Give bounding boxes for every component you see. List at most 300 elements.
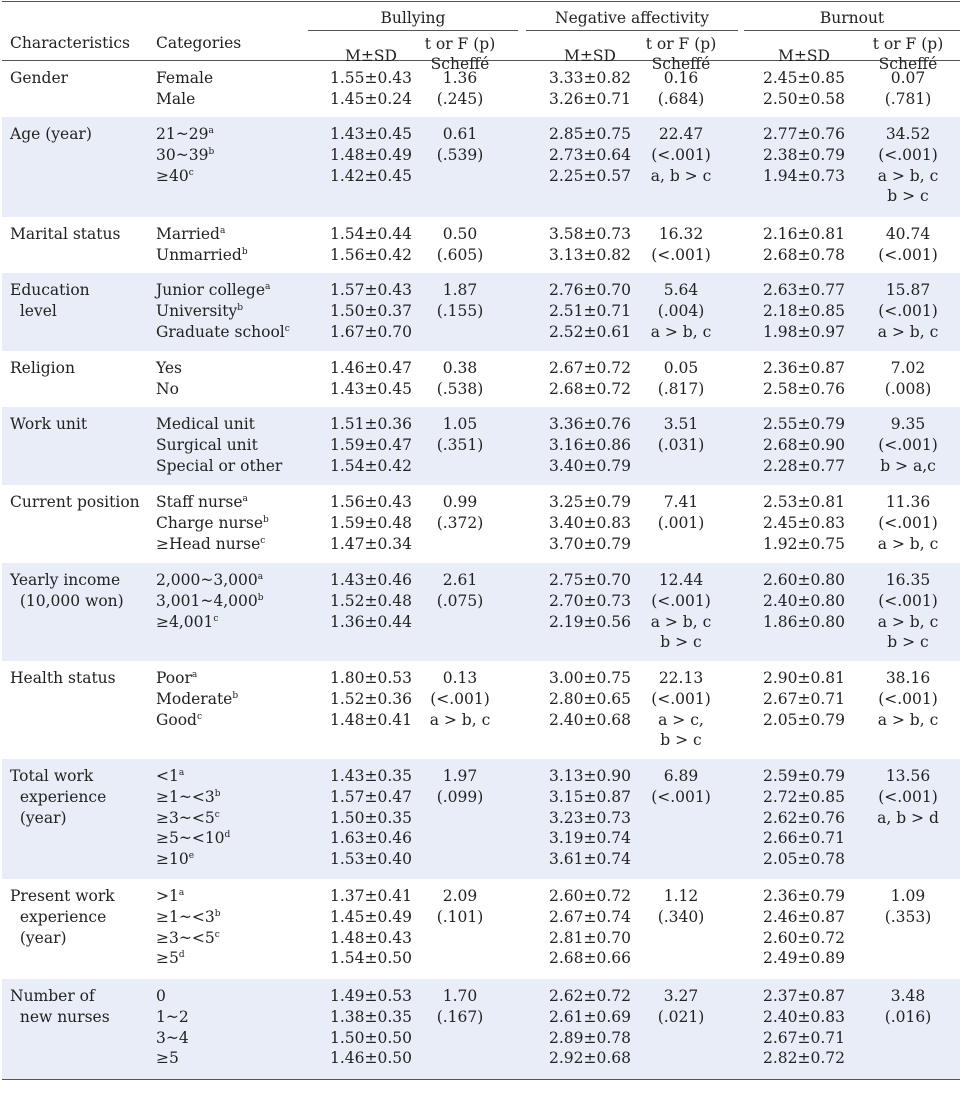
negative-affectivity-test-cell	[632, 414, 730, 456]
negative-affectivity-msd-value: 2.70±0.73	[548, 591, 631, 610]
scheffe-label: Scheffé	[651, 55, 711, 73]
category-item	[156, 668, 238, 689]
burnout-test-value: b > a,c	[880, 456, 936, 475]
category-item	[156, 301, 290, 322]
burnout-msd-value: 2.82±0.72	[762, 1049, 845, 1068]
burnout-test-cell	[860, 414, 956, 476]
negative-affectivity-test-cell	[632, 224, 730, 266]
bullying-test-value: (.351)	[436, 435, 484, 454]
group-negative-affectivity	[526, 6, 738, 31]
negative-affectivity-test-value: (<.001)	[651, 145, 711, 164]
msd-label: M±SD	[345, 47, 397, 65]
category-label: >1	[156, 887, 179, 905]
burnout-msd-value: 2.67±0.71	[762, 1028, 845, 1047]
category-label: University	[156, 301, 238, 320]
bullying-msd-value: 1.36±0.44	[329, 612, 412, 631]
bullying-msd-value: 1.42±0.45	[329, 166, 412, 185]
burnout-test-value: 16.35	[885, 571, 931, 589]
characteristic-label: experience	[10, 907, 107, 926]
table-row	[2, 879, 960, 979]
negative-affectivity-msd-value: 3.33±0.82	[548, 69, 631, 87]
category-item	[156, 766, 230, 787]
group-superscript: b	[214, 788, 221, 799]
group-label: Burnout	[819, 9, 885, 27]
group-superscript: a	[257, 572, 264, 582]
burnout-test-value: 38.16	[885, 669, 931, 687]
category-item	[156, 828, 230, 849]
category-label: ≥5	[156, 1049, 179, 1068]
negative-affectivity-msd-value: 3.23±0.73	[548, 808, 631, 827]
burnout-test-value: a > b, c	[877, 166, 939, 185]
burnout-test-cell	[860, 986, 956, 1028]
characteristic-label: new nurses	[10, 1007, 110, 1026]
group-superscript: c	[213, 613, 219, 624]
characteristic-label: Gender	[10, 69, 69, 87]
burnout-test-value: (<.001)	[878, 513, 938, 532]
burnout-msd-value: 2.05±0.79	[762, 710, 845, 729]
negative-affectivity-msd-value: 3.00±0.75	[548, 669, 631, 687]
group-label: Negative affectivity	[555, 9, 709, 27]
bullying-test-value: 0.38	[442, 359, 478, 377]
negative-affectivity-test-value: a > c,	[658, 710, 704, 729]
category-label: ≥1~<3	[156, 907, 215, 926]
bullying-test-value: (.245)	[436, 89, 484, 108]
category-label: ≥4,001	[156, 612, 214, 631]
group-superscript: a	[208, 126, 214, 136]
negative-affectivity-msd-value: 2.52±0.61	[548, 322, 631, 341]
negative-affectivity-test-value: (<.001)	[651, 689, 711, 708]
group-superscript: b	[232, 690, 239, 701]
burnout-msd-value: 2.68±0.78	[762, 245, 845, 264]
burnout-msd-value: 2.40±0.83	[762, 1007, 845, 1026]
bullying-msd-value: 1.51±0.36	[329, 415, 412, 433]
characteristic-cell	[10, 358, 150, 379]
category-item	[156, 145, 214, 166]
negative-affectivity-test-value: (<.001)	[651, 245, 711, 264]
negative-affectivity-test-cell	[632, 280, 730, 342]
group-superscript: c	[284, 323, 290, 334]
burnout-msd-value: 2.59±0.79	[762, 767, 845, 785]
category-label: Yes	[156, 359, 183, 377]
negative-affectivity-test-value: 0.16	[663, 69, 699, 87]
msd-label: M±SD	[778, 47, 830, 65]
bullying-test-value: 1.70	[442, 987, 478, 1005]
burnout-test-value: (<.001)	[878, 145, 938, 164]
characteristic-cell	[10, 224, 150, 245]
burnout-msd-value: 2.37±0.87	[762, 987, 845, 1005]
burnout-msd-value: 1.94±0.73	[762, 166, 845, 185]
negative-affectivity-test-cell	[632, 68, 730, 110]
category-item	[156, 612, 264, 633]
burnout-test-cell	[860, 492, 956, 554]
characteristic-label: Number of	[10, 987, 95, 1005]
burnout-msd-cell	[744, 68, 864, 110]
header-characteristics: Characteristics	[10, 34, 130, 52]
burnout-msd-cell	[744, 358, 864, 400]
category-item	[156, 280, 290, 301]
burnout-test-value: 1.09	[890, 887, 926, 905]
category-label: Married	[156, 225, 220, 243]
group-superscript: a	[265, 282, 271, 292]
group-superscript: a	[191, 670, 198, 680]
bullying-test-value: 2.09	[442, 887, 478, 905]
burnout-test-value: 3.48	[890, 987, 926, 1005]
category-cell	[156, 570, 264, 632]
burnout-msd-value: 2.50±0.58	[762, 89, 845, 108]
bullying-test-cell	[414, 280, 506, 322]
burnout-msd-value: 2.62±0.76	[762, 808, 845, 827]
negative-affectivity-msd-value: 2.76±0.70	[548, 281, 631, 299]
negative-affectivity-test-value: 7.41	[663, 493, 699, 511]
characteristic-cell	[10, 492, 150, 513]
burnout-msd-cell	[744, 570, 864, 632]
negative-affectivity-test-value: (.031)	[657, 435, 705, 454]
negative-affectivity-msd-value: 2.51±0.71	[548, 301, 631, 320]
bullying-msd-value: 1.37±0.41	[329, 887, 412, 905]
bullying-msd-value: 1.43±0.46	[329, 571, 412, 589]
bullying-test-value: (.155)	[436, 301, 484, 320]
category-label: 0	[156, 987, 166, 1005]
bullying-test-value: (.539)	[436, 145, 484, 164]
characteristic-cell	[10, 570, 150, 612]
burnout-msd-cell	[744, 886, 864, 969]
category-label: No	[156, 379, 179, 398]
characteristic-cell	[10, 766, 150, 828]
characteristic-label: experience	[10, 787, 107, 806]
group-superscript: a	[178, 888, 185, 898]
table-row	[2, 563, 960, 661]
bullying-test-value: (.167)	[436, 1007, 484, 1026]
negative-affectivity-msd-value: 2.68±0.72	[548, 379, 631, 398]
category-cell	[156, 886, 220, 969]
burnout-test-value: 34.52	[885, 125, 931, 143]
bullying-msd-value: 1.45±0.24	[329, 89, 412, 108]
bullying-msd-value: 1.55±0.43	[329, 69, 412, 87]
burnout-msd-value: 1.98±0.97	[762, 322, 845, 341]
category-label: 1~2	[156, 1007, 189, 1026]
scheffe-label: Scheffé	[878, 55, 938, 73]
negative-affectivity-test-value: (<.001)	[651, 787, 711, 806]
bullying-msd-value: 1.54±0.50	[329, 949, 412, 968]
negative-affectivity-test-value: (.817)	[657, 379, 705, 398]
characteristic-cell	[10, 668, 150, 689]
category-item	[156, 570, 264, 591]
burnout-msd-value: 2.40±0.80	[762, 591, 845, 610]
burnout-msd-value: 2.16±0.81	[762, 225, 845, 243]
bullying-msd-value: 1.48±0.49	[329, 145, 412, 164]
negative-affectivity-msd-value: 2.60±0.72	[548, 887, 631, 905]
burnout-test-value: 15.87	[885, 281, 931, 299]
burnout-test-cell	[860, 766, 956, 828]
burnout-msd-cell	[744, 766, 864, 870]
category-item	[156, 928, 220, 949]
category-item	[156, 710, 238, 731]
group-superscript: b	[237, 302, 244, 313]
burnout-test-value: a > b, c	[877, 612, 939, 631]
header-categories: Categories	[156, 34, 242, 52]
category-item	[156, 456, 282, 477]
burnout-msd-value: 2.45±0.85	[762, 69, 845, 87]
negative-affectivity-msd-value: 2.89±0.78	[548, 1028, 631, 1047]
category-item	[156, 414, 282, 435]
category-label: ≥40	[156, 166, 189, 185]
category-label: Unmarried	[156, 245, 242, 264]
table-row	[2, 117, 960, 217]
negative-affectivity-test-value: 16.32	[658, 225, 704, 243]
bullying-test-value: (.605)	[436, 245, 484, 264]
table-row	[2, 759, 960, 879]
bullying-test-value: 1.87	[442, 281, 478, 299]
negative-affectivity-test-value: (.340)	[657, 907, 705, 926]
characteristic-cell	[10, 986, 150, 1028]
burnout-msd-cell	[744, 280, 864, 342]
group-label: Bullying	[380, 9, 446, 27]
negative-affectivity-msd-value: 2.61±0.69	[548, 1007, 631, 1026]
burnout-test-value: 7.02	[890, 359, 926, 377]
test-label: t or F (p)	[424, 35, 496, 53]
negative-affectivity-test-value: (.004)	[657, 301, 705, 320]
characteristic-label: Current position	[10, 493, 140, 511]
category-cell	[156, 124, 214, 186]
burnout-msd-value: 2.68±0.90	[762, 435, 845, 454]
bullying-msd-value: 1.57±0.47	[329, 787, 412, 806]
bullying-msd-value: 1.49±0.53	[329, 987, 412, 1005]
bullying-test-cell	[414, 492, 506, 534]
category-label: 21~29	[156, 125, 209, 143]
negative-affectivity-test-value: 6.89	[663, 767, 699, 785]
characteristic-label: Religion	[10, 359, 75, 377]
characteristic-label: Total work	[10, 767, 94, 785]
group-superscript: b	[208, 146, 215, 157]
bullying-test-value: 1.36	[442, 69, 478, 87]
negative-affectivity-test-value: 0.05	[663, 359, 699, 377]
category-item	[156, 689, 238, 710]
bullying-test-cell	[414, 766, 506, 808]
negative-affectivity-test-value: (<.001)	[651, 591, 711, 610]
burnout-test-value: (.781)	[884, 89, 932, 108]
characteristic-label: Present work	[10, 887, 115, 905]
test-label: t or F (p)	[872, 35, 944, 53]
burnout-msd-value: 2.67±0.71	[762, 689, 845, 708]
burnout-msd-cell	[744, 986, 864, 1069]
negative-affectivity-msd-value: 3.16±0.86	[548, 435, 631, 454]
category-item	[156, 245, 248, 266]
bullying-test-value: 1.97	[442, 767, 478, 785]
burnout-msd-value: 2.77±0.76	[762, 125, 845, 143]
burnout-msd-value: 1.86±0.80	[762, 612, 845, 631]
negative-affectivity-test-cell	[632, 358, 730, 400]
negative-affectivity-test-cell	[632, 124, 730, 186]
characteristic-label: Yearly income	[10, 571, 121, 589]
group-superscript: d	[224, 830, 231, 841]
category-item	[156, 1028, 189, 1049]
burnout-msd-value: 2.49±0.89	[762, 949, 845, 968]
characteristic-label: level	[10, 301, 57, 320]
bullying-msd-value: 1.50±0.37	[329, 301, 412, 320]
burnout-msd-value: 2.66±0.71	[762, 829, 845, 848]
group-superscript: b	[257, 592, 264, 603]
category-cell	[156, 358, 182, 400]
category-label: ≥3~<5	[156, 928, 215, 947]
category-label: ≥5~<10	[156, 829, 225, 848]
group-superscript: a	[178, 768, 185, 778]
burnout-test-cell	[860, 124, 956, 207]
category-item	[156, 322, 290, 343]
bullying-msd-value: 1.53±0.40	[329, 850, 412, 869]
bullying-msd-value: 1.63±0.46	[329, 829, 412, 848]
category-item	[156, 1007, 189, 1028]
burnout-test-value: (<.001)	[878, 435, 938, 454]
bullying-test-value: 2.61	[442, 571, 478, 589]
table-body	[2, 61, 960, 1079]
category-label: <1	[156, 767, 179, 785]
bullying-msd-value: 1.52±0.36	[329, 689, 412, 708]
bullying-msd-value: 1.48±0.41	[329, 710, 412, 729]
negative-affectivity-test-cell	[632, 766, 730, 808]
group-superscript: c	[188, 167, 194, 178]
table-header	[2, 2, 960, 73]
burnout-msd-value: 2.45±0.83	[762, 513, 845, 532]
negative-affectivity-test-value: 12.44	[658, 571, 704, 589]
burnout-test-cell	[860, 358, 956, 400]
characteristic-label: Marital status	[10, 225, 121, 243]
group-superscript: c	[214, 929, 220, 940]
burnout-msd-value: 2.90±0.81	[762, 669, 845, 687]
negative-affectivity-test-value: (.021)	[657, 1007, 705, 1026]
burnout-msd-cell	[744, 492, 864, 554]
characteristic-label: Education	[10, 281, 90, 299]
negative-affectivity-msd-value: 2.67±0.72	[548, 359, 631, 377]
category-item	[156, 89, 213, 110]
category-label: Male	[156, 89, 196, 108]
negative-affectivity-msd-value: 3.70±0.79	[548, 534, 631, 553]
bullying-test-cell	[414, 224, 506, 266]
category-item	[156, 358, 182, 379]
bullying-msd-value: 1.80±0.53	[329, 669, 412, 687]
negative-affectivity-test-value: a, b > c	[650, 166, 712, 185]
category-label: Poor	[156, 669, 192, 687]
bullying-msd-value: 1.45±0.49	[329, 907, 412, 926]
category-item	[156, 986, 189, 1007]
category-cell	[156, 766, 230, 870]
burnout-msd-value: 2.55±0.79	[762, 415, 845, 433]
category-item	[156, 787, 230, 808]
bullying-msd-value: 1.46±0.50	[329, 1049, 412, 1068]
negative-affectivity-msd-value: 2.85±0.75	[548, 125, 631, 143]
burnout-msd-value: 1.92±0.75	[762, 534, 845, 553]
burnout-test-cell	[860, 570, 956, 653]
characteristic-label: (year)	[10, 928, 67, 947]
bullying-test-value: 0.13	[442, 669, 478, 687]
bullying-msd-value: 1.47±0.34	[329, 534, 412, 553]
characteristic-cell	[10, 68, 150, 89]
negative-affectivity-msd-value: 3.25±0.79	[548, 493, 631, 511]
bullying-test-value: (.099)	[436, 787, 484, 806]
negative-affectivity-test-cell	[632, 986, 730, 1028]
negative-affectivity-msd-value: 2.62±0.72	[548, 987, 631, 1005]
burnout-test-value: b > c	[887, 633, 929, 652]
bullying-msd-value: 1.48±0.43	[329, 928, 412, 947]
bullying-test-cell	[414, 414, 506, 456]
bullying-test-cell	[414, 668, 506, 730]
category-item	[156, 849, 230, 870]
negative-affectivity-test-value: 5.64	[663, 281, 699, 299]
table-row	[2, 485, 960, 563]
category-label: ≥3~<5	[156, 808, 215, 827]
bullying-test-cell	[414, 124, 506, 166]
msd-label: M±SD	[564, 47, 616, 65]
category-label: Moderate	[156, 689, 233, 708]
group-superscript: c	[214, 809, 220, 820]
burnout-test-value: 0.07	[890, 69, 926, 87]
bullying-msd-value: 1.38±0.35	[329, 1007, 412, 1026]
category-label: Charge nurse	[156, 513, 264, 532]
characteristic-cell	[10, 280, 150, 322]
burnout-test-cell	[860, 668, 956, 730]
burnout-test-value: 40.74	[885, 225, 931, 243]
negative-affectivity-test-value: 22.13	[658, 669, 704, 687]
bullying-msd-value: 1.43±0.45	[329, 379, 412, 398]
burnout-test-value: (.353)	[884, 907, 932, 926]
negative-affectivity-msd-value: 3.13±0.90	[548, 767, 631, 785]
negative-affectivity-msd-value: 2.81±0.70	[548, 928, 631, 947]
category-cell	[156, 492, 269, 554]
negative-affectivity-msd-value: 2.75±0.70	[548, 571, 631, 589]
negative-affectivity-msd-value: 3.36±0.76	[548, 415, 631, 433]
negative-affectivity-test-cell	[632, 886, 730, 928]
group-superscript: c	[196, 711, 203, 722]
bullying-test-value: (.538)	[436, 379, 484, 398]
category-cell	[156, 280, 290, 342]
bullying-test-value: a > b, c	[429, 710, 491, 729]
group-superscript: a	[242, 494, 248, 504]
category-item	[156, 1048, 189, 1069]
category-item	[156, 808, 230, 829]
bullying-msd-value: 1.67±0.70	[329, 322, 412, 341]
bullying-test-value: (.101)	[436, 907, 484, 926]
burnout-msd-cell	[744, 124, 864, 186]
category-label: Staff nurse	[156, 493, 243, 511]
category-label: ≥5	[156, 949, 179, 968]
results-table	[2, 1, 960, 1080]
negative-affectivity-test-value: b > c	[660, 731, 702, 750]
burnout-test-value: 9.35	[890, 415, 926, 433]
category-item	[156, 435, 282, 456]
category-cell	[156, 224, 248, 266]
burnout-msd-value: 2.05±0.78	[762, 850, 845, 869]
burnout-msd-cell	[744, 668, 864, 730]
category-label: Junior college	[156, 281, 265, 299]
table-row	[2, 979, 960, 1079]
category-item	[156, 886, 220, 907]
group-bullying	[308, 6, 518, 31]
burnout-test-value: b > c	[887, 187, 929, 206]
category-label: Medical unit	[156, 415, 255, 433]
table-row	[2, 217, 960, 273]
table-row	[2, 351, 960, 407]
group-superscript: b	[241, 246, 248, 257]
negative-affectivity-msd-value: 3.15±0.87	[548, 787, 631, 806]
table-row	[2, 61, 960, 117]
category-label: 2,000~3,000	[156, 571, 258, 589]
burnout-test-value: (<.001)	[878, 787, 938, 806]
bullying-test-value: 1.05	[442, 415, 478, 433]
characteristic-cell	[10, 414, 150, 435]
category-item	[156, 68, 213, 89]
negative-affectivity-msd-value: 3.40±0.79	[548, 456, 631, 475]
negative-affectivity-test-value: a > b, c	[650, 322, 712, 341]
category-label: Special or other	[156, 456, 283, 475]
